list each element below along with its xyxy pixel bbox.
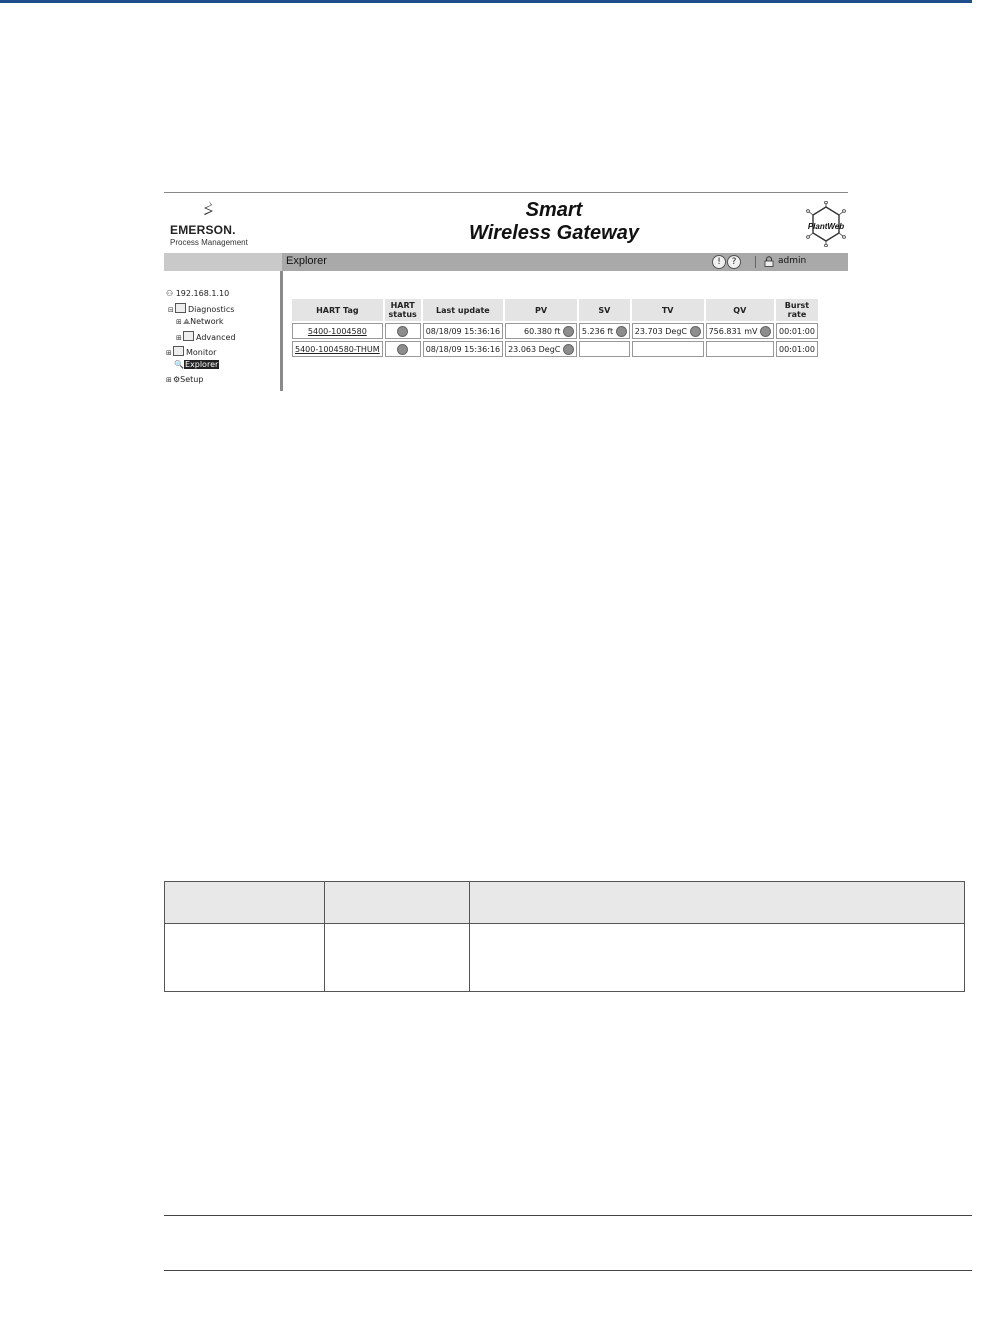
status-indicator-icon [760, 326, 771, 337]
qv-cell [706, 323, 774, 339]
tree-header-bar [164, 253, 282, 271]
page-title: Explorer [286, 255, 327, 267]
table-row [292, 323, 818, 339]
column-header[interactable]: SV [579, 299, 630, 321]
hart-tag-cell[interactable] [292, 341, 383, 357]
last-update-cell: 08/18/09 15:36:16 [423, 341, 503, 357]
emerson-mark-icon [200, 201, 218, 219]
reference-table [164, 881, 965, 992]
plantweb-label: PlantWeb [807, 222, 845, 231]
table-header-row [292, 299, 818, 321]
expand-icon[interactable]: ⊞ [166, 349, 172, 357]
page-header-rule [0, 0, 972, 3]
explorer-table [290, 297, 820, 359]
status-indicator-icon [690, 326, 701, 337]
qv-cell [706, 341, 774, 357]
tv-value: 23.703 DegC [634, 326, 688, 336]
expand-icon[interactable]: ⊞ [166, 376, 172, 384]
folder-icon [183, 331, 194, 341]
toolbar-actions [712, 255, 842, 269]
column-header[interactable]: HART Tag [292, 299, 383, 321]
reference-column-divider [324, 882, 325, 991]
pv-cell [505, 341, 577, 357]
tree-root-label: 192.168.1.10 [175, 289, 230, 298]
explorer-icon: 🔍 [174, 360, 184, 369]
tree-item-label: Explorer [184, 360, 219, 369]
column-header[interactable]: HART status [385, 299, 421, 321]
title-line-1: Smart [525, 199, 583, 221]
pane-divider [280, 271, 283, 391]
lock-icon[interactable] [764, 256, 774, 267]
tv-cell [632, 341, 704, 357]
expand-icon[interactable]: ⊞ [176, 334, 182, 342]
logo-subtitle: Process Management [170, 238, 248, 247]
sv-cell [579, 323, 630, 339]
tree-item-label: Monitor [186, 348, 217, 357]
burst-rate-cell: 00:01:00 [776, 341, 818, 357]
burst-rate-cell: 00:01:00 [776, 323, 818, 339]
network-root-icon: ⚇ [166, 289, 174, 298]
logo-name: EMERSON. [170, 223, 236, 237]
setup-gear-icon: ⚙ [173, 375, 181, 384]
qv-value: 756.831 mV [708, 326, 758, 336]
hart-status-cell [385, 341, 421, 357]
reference-table-header [165, 882, 964, 924]
pv-cell [505, 323, 577, 339]
collapse-icon[interactable]: ⊟ [168, 306, 174, 314]
tree-item-network[interactable] [176, 317, 224, 327]
network-icon: ⟁ [183, 317, 191, 326]
hart-tag-cell[interactable] [292, 323, 383, 339]
tree-item-label: Setup [180, 375, 204, 384]
tree-item-label: Network [190, 317, 224, 326]
status-indicator-icon [397, 344, 408, 355]
alert-icon[interactable]: ! [712, 255, 726, 269]
status-indicator-icon [563, 344, 574, 355]
sv-cell [579, 341, 630, 357]
column-header[interactable]: TV [632, 299, 704, 321]
tree-item-label: Advanced [196, 333, 236, 342]
gateway-screenshot [164, 192, 848, 391]
tree-item-monitor[interactable] [166, 346, 216, 358]
page-toolbar [282, 253, 848, 271]
help-icon[interactable]: ? [727, 255, 741, 269]
status-indicator-icon [397, 326, 408, 337]
status-indicator-icon [616, 326, 627, 337]
diagnostics-icon [175, 303, 186, 313]
tree-item-advanced[interactable] [176, 331, 236, 343]
monitor-icon [173, 346, 184, 356]
status-indicator-icon [563, 326, 574, 337]
last-update-cell: 08/18/09 15:36:16 [423, 323, 503, 339]
column-header[interactable]: Last update [423, 299, 503, 321]
tree-item-setup[interactable] [166, 375, 203, 385]
note-rule-top [164, 1215, 972, 1216]
column-header[interactable]: PV [505, 299, 577, 321]
emerson-logo [170, 201, 250, 247]
hart-tag-link[interactable]: 5400-1004580-THUM [295, 344, 380, 354]
table-row [292, 341, 818, 357]
hart-tag-link[interactable]: 5400-1004580 [307, 326, 367, 336]
sv-value: 5.236 ft [581, 326, 614, 336]
tree-item-explorer[interactable] [174, 360, 219, 370]
note-rule-bottom [164, 1270, 972, 1271]
pv-value: 23.063 DegC [508, 344, 561, 354]
pv-value: 60.380 ft [524, 326, 561, 336]
tree-root[interactable] [166, 289, 229, 299]
tree-item-diagnostics[interactable] [168, 303, 234, 315]
plantweb-logo-icon [806, 201, 846, 247]
title-line-2: Wireless Gateway [469, 222, 639, 244]
gateway-banner [164, 193, 848, 251]
expand-icon[interactable]: ⊞ [176, 318, 182, 326]
tree-item-label: Diagnostics [188, 305, 235, 314]
toolbar-divider [755, 256, 756, 268]
gateway-title [434, 199, 674, 245]
user-name[interactable]: admin [778, 256, 807, 266]
reference-column-divider [469, 882, 470, 991]
hart-status-cell [385, 323, 421, 339]
tv-cell [632, 323, 704, 339]
column-header[interactable]: QV [706, 299, 774, 321]
column-header[interactable]: Burst rate [776, 299, 818, 321]
